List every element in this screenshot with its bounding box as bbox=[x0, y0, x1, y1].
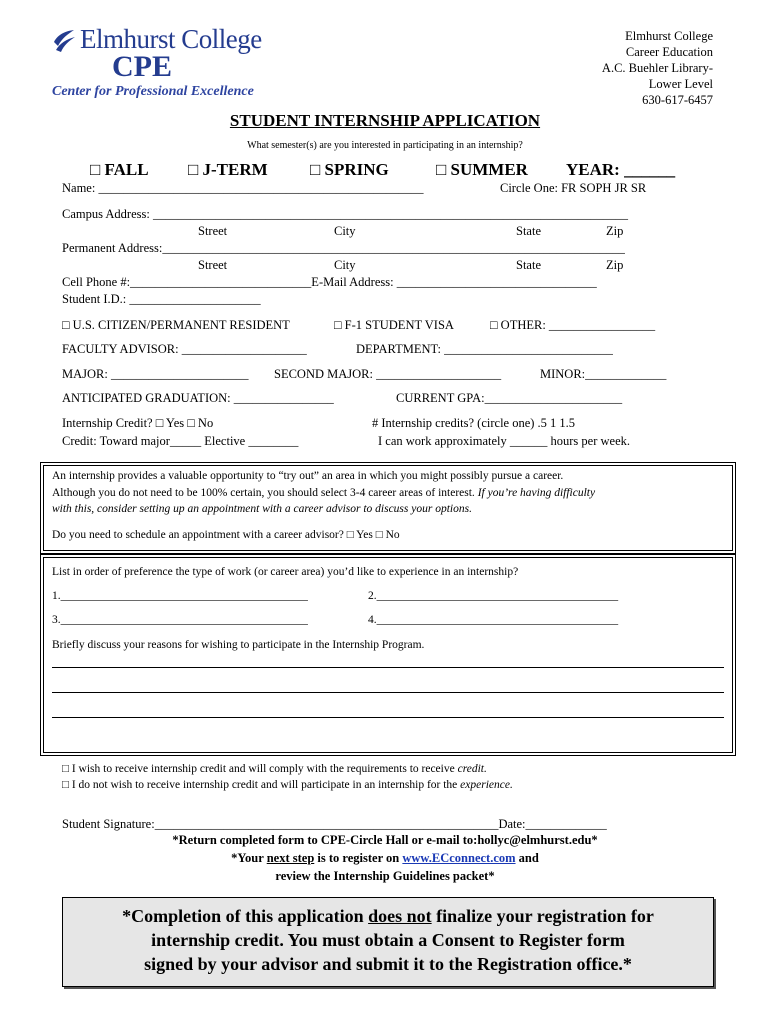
cpe-tagline: Center for Professional Excellence bbox=[52, 84, 254, 99]
credit-option-no-italic: experience. bbox=[460, 779, 513, 791]
second-major-field[interactable]: SECOND MAJOR: ____________________ bbox=[274, 367, 502, 381]
reasons-line-3[interactable] bbox=[52, 717, 724, 718]
address-sub-state: State bbox=[516, 258, 541, 272]
class-year-circle[interactable]: Circle One: FR SOPH JR SR bbox=[500, 181, 647, 195]
checkbox-us-citizen[interactable]: □ U.S. CITIZEN/PERMANENT RESIDENT bbox=[62, 318, 290, 332]
address-sub-street: Street bbox=[198, 224, 228, 238]
checkbox-other[interactable]: □ OTHER: _________________ bbox=[490, 318, 656, 332]
graduation-field[interactable]: ANTICIPATED GRADUATION: ________________ bbox=[62, 391, 334, 405]
box1-line1: An internship provides a valuable opportunity to “try out” an area in which you might possibly pursue a career. bbox=[52, 470, 564, 482]
next-step-pre: *Your bbox=[231, 851, 264, 865]
notice-does-not: does not bbox=[368, 906, 432, 926]
box1-line3: with this, consider setting up an appointment with a career advisor to discuss your options. bbox=[52, 503, 472, 515]
box1-line2-text: Although you do not need to be 100% certain, you should select 3-4 career areas of interest. bbox=[52, 487, 475, 499]
address-sub-zip: Zip bbox=[606, 258, 624, 272]
internship-credit-checkboxes[interactable]: Internship Credit? □ Yes □ No bbox=[62, 416, 214, 430]
notice-line-1-post: finalize your registration for bbox=[436, 906, 654, 926]
notice-line-1-pre: *Completion of this application bbox=[122, 906, 364, 926]
address-line: Lower Level bbox=[648, 77, 713, 91]
checkbox-summer[interactable]: □ SUMMER bbox=[436, 160, 528, 179]
campus-address-field[interactable]: Campus Address: ____________________________________________________________________________ bbox=[62, 207, 628, 221]
form-title: STUDENT INTERNSHIP APPLICATION bbox=[229, 111, 541, 130]
reasons-prompt: Briefly discuss your reasons for wishing to participate in the Internship Program. bbox=[52, 639, 425, 651]
box1-line2 bbox=[52, 487, 595, 499]
address-line: 630-617-6457 bbox=[642, 93, 713, 107]
checkbox-f1-visa[interactable]: □ F-1 STUDENT VISA bbox=[334, 318, 454, 332]
next-step-post: and bbox=[518, 851, 539, 865]
cpe-logo-text: CPE bbox=[112, 50, 172, 83]
notice-line-3: signed by your advisor and submit it to the Registration office.* bbox=[144, 954, 632, 974]
cell-phone-email-field[interactable]: Cell Phone #:_____________________________E-Mail Address: ________________________________ bbox=[62, 275, 597, 289]
name-field[interactable]: Name: ____________________________________________________ bbox=[62, 181, 424, 195]
permanent-address-field[interactable]: Permanent Address:__________________________________________________________________________ bbox=[62, 241, 625, 255]
consent-notice-text bbox=[63, 904, 713, 976]
year-field[interactable]: YEAR: ______ bbox=[566, 160, 676, 179]
ecconnect-link[interactable]: www.ECconnect.com bbox=[402, 851, 516, 865]
career-choice-4[interactable]: 4.__________________________________________ bbox=[368, 614, 619, 626]
next-step-instructions bbox=[0, 851, 770, 866]
notice-line-1 bbox=[63, 904, 713, 928]
reasons-line-1[interactable] bbox=[52, 667, 724, 668]
elmhurst-logo-icon bbox=[52, 28, 76, 54]
checkbox-j-term[interactable]: □ J-TERM bbox=[188, 160, 268, 179]
office-address bbox=[602, 28, 713, 108]
address-sub-street: Street bbox=[198, 258, 228, 272]
guidelines-instructions: review the Internship Guidelines packet* bbox=[275, 869, 495, 883]
appointment-question[interactable]: Do you need to schedule an appointment with a career advisor? □ Yes □ No bbox=[52, 529, 400, 541]
work-hours-field[interactable]: I can work approximately ______ hours per week. bbox=[378, 434, 631, 448]
internship-credits-circle[interactable]: # Internship credits? (circle one) .5 1 1.5 bbox=[372, 416, 576, 430]
gpa-field[interactable]: CURRENT GPA:______________________ bbox=[396, 391, 623, 405]
career-preferences-box bbox=[40, 554, 736, 756]
faculty-advisor-field[interactable]: FACULTY ADVISOR: ____________________ bbox=[62, 342, 307, 356]
address-sub-city: City bbox=[334, 224, 356, 238]
signature-date-field[interactable]: Student Signature:_______________________________________________________Date:_____________ bbox=[62, 817, 607, 831]
credit-option-yes-italic: credit. bbox=[457, 763, 487, 775]
address-line: Elmhurst College bbox=[625, 29, 713, 43]
career-choice-2[interactable]: 2.__________________________________________ bbox=[368, 590, 619, 602]
minor-field[interactable]: MINOR:_____________ bbox=[540, 367, 667, 381]
college-name: Elmhurst College bbox=[80, 24, 262, 54]
credit-option-yes[interactable] bbox=[62, 763, 487, 775]
next-step-emphasis: next step bbox=[266, 851, 315, 865]
semester-question: What semester(s) are you interested in participating in an internship? bbox=[247, 140, 523, 151]
credit-type-field[interactable]: Credit: Toward major_____ Elective ________ bbox=[62, 434, 299, 448]
next-step-mid: is to register on bbox=[317, 851, 400, 865]
reasons-line-2[interactable] bbox=[52, 692, 724, 693]
address-line: A.C. Buehler Library- bbox=[601, 61, 713, 75]
checkbox-spring[interactable]: □ SPRING bbox=[310, 160, 389, 179]
address-sub-city: City bbox=[334, 258, 356, 272]
address-sub-zip: Zip bbox=[606, 224, 624, 238]
credit-option-no[interactable] bbox=[62, 779, 513, 791]
checkbox-fall[interactable]: □ FALL bbox=[90, 160, 149, 179]
return-instructions: *Return completed form to CPE-Circle Hall or e-mail to:hollyc@elmhurst.edu* bbox=[172, 833, 598, 847]
address-line: Career Education bbox=[625, 45, 713, 59]
department-field[interactable]: DEPARTMENT: ___________________________ bbox=[356, 342, 613, 356]
consent-notice-box bbox=[62, 897, 714, 987]
notice-line-2: internship credit. You must obtain a Consent to Register form bbox=[151, 930, 625, 950]
address-sub-state: State bbox=[516, 224, 541, 238]
credit-option-yes-text: □ I wish to receive internship credit and will comply with the requirements to receive bbox=[62, 763, 455, 775]
student-id-field[interactable]: Student I.D.: _____________________ bbox=[62, 292, 261, 306]
career-choice-3[interactable]: 3.___________________________________________ bbox=[52, 614, 308, 626]
box1-line2-italic: If you’re having difficulty bbox=[477, 487, 596, 499]
career-list-prompt: List in order of preference the type of work (or career area) you’d like to experience in an internship? bbox=[52, 566, 519, 578]
major-field[interactable]: MAJOR: ______________________ bbox=[62, 367, 249, 381]
credit-option-no-text: □ I do not wish to receive internship credit and will participate in an internship for the bbox=[62, 779, 458, 791]
career-choice-1[interactable]: 1.___________________________________________ bbox=[52, 590, 308, 602]
